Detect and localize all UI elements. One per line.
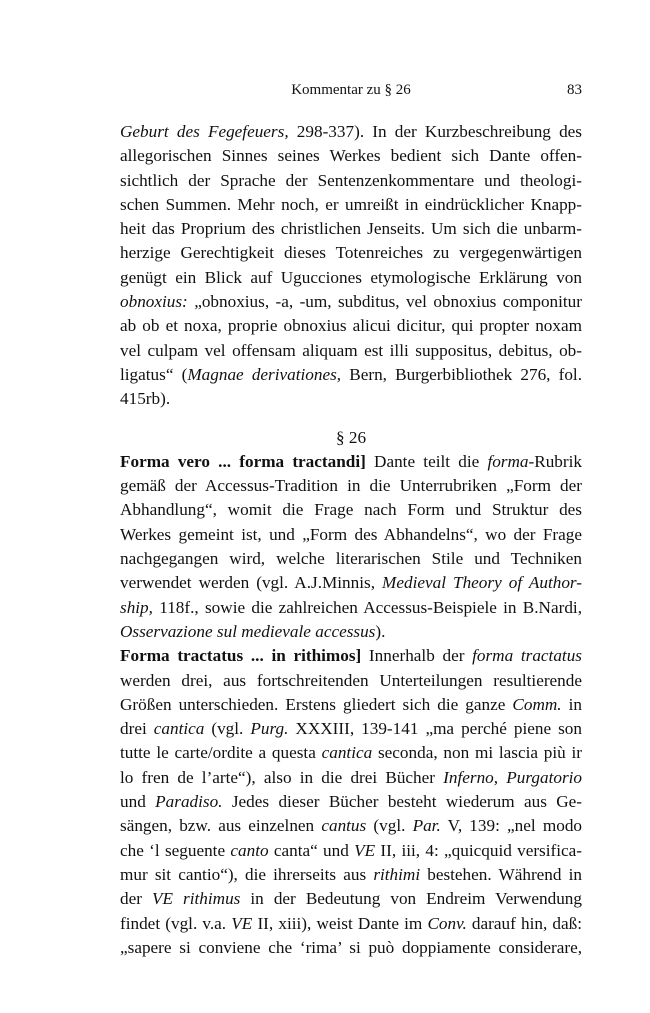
text-line: schen Summen. Mehr noch, er umreißt in eindrücklicher Knapp-: [120, 194, 582, 214]
italic-title: Medieval Theory of Author-: [382, 573, 582, 593]
text-line: [120, 814, 582, 838]
text-run: ligatus“ (: [120, 364, 188, 384]
italic-title: Geburt des Fegefeuers,: [120, 122, 289, 141]
text-line: [120, 596, 582, 620]
text-line: sichtlich der Sprache der Sentenzenkommentare und theologi-: [120, 170, 582, 190]
text-run: in: [561, 694, 582, 714]
text-line: heit das Proprium des christlichen Jenseits. Um sich die unbarm-: [120, 219, 582, 239]
text-run: II, xiii), weist Dante im: [252, 913, 428, 933]
italic-term: forma tractatus: [472, 646, 582, 666]
text-line: 415rb).: [120, 389, 171, 409]
spacer: [120, 412, 582, 426]
text-run: Größen unterschieden. Erstens gliedert sich die ganze: [120, 694, 513, 714]
text-run: mur sit cantio“), die ihrerseits aus: [120, 864, 374, 884]
italic-term: rithimi: [373, 864, 421, 884]
italic-term: cantica: [153, 719, 205, 739]
text-run: bestehen. Während in: [420, 864, 582, 884]
running-title: Kommentar zu § 26: [291, 82, 411, 98]
text-line: [120, 717, 582, 741]
commentary-entry: [120, 644, 582, 960]
text-line: [120, 120, 582, 144]
italic-term: forma: [487, 451, 529, 471]
text-run: ).: [375, 621, 386, 641]
italic-term: Purg.: [250, 719, 289, 739]
text-line: [120, 571, 582, 595]
text-line: [120, 912, 582, 936]
text-line: herzige Gerechtigkeit dieses Totenreiches zu vergegenwärtigen: [120, 243, 582, 263]
text-line: [120, 290, 582, 314]
text-line: ab ob et noxa, proprie obnoxius alicui dicitur, qui propter noxam: [120, 316, 582, 336]
italic-term: Par.: [412, 816, 441, 836]
text-run: (vgl.: [204, 719, 251, 739]
text-line: [120, 790, 582, 814]
italic-term: obnoxius:: [120, 292, 188, 312]
text-line: [120, 620, 582, 644]
text-run: 298-337). In der Kurzbeschreibung des: [288, 122, 582, 141]
text-line: genügt ein Blick auf Ugucciones etymologische Erklärung von: [120, 267, 582, 287]
text-run: 118f., sowie die zahlreichen Accessus-Beispiele in B.Nardi,: [152, 597, 582, 617]
text-line: [120, 863, 582, 887]
text-run: lo fren de l’arte“), also in die drei Bücher: [120, 767, 444, 787]
text-run: (vgl.: [366, 816, 413, 836]
text-line: „sapere si conviene che ‘rima’ si può doppiamente considerare,: [120, 937, 582, 957]
text-run: „obnoxius, -a, -um, subditus, vel obnoxius componitur: [187, 292, 582, 312]
text-line: [120, 741, 582, 765]
text-run: und: [120, 792, 156, 812]
running-header: [120, 82, 582, 104]
text-line: [120, 450, 582, 474]
text-run: canta“ und: [268, 840, 355, 860]
italic-term: Comm.: [512, 694, 562, 714]
italic-term: cantus: [321, 816, 367, 836]
italic-title: ship,: [120, 597, 153, 617]
text-run: seconda, non mi lascia più ir: [372, 743, 582, 763]
text-line: Abhandlung“, womit die Frage nach Form und Struktur des: [120, 500, 582, 520]
italic-term: Conv.: [427, 913, 467, 933]
page-number: 83: [567, 82, 582, 98]
text-run: sängen, bzw. aus einzelnen: [120, 816, 322, 836]
italic-title: Magnae derivationes,: [187, 364, 342, 384]
text-line: [120, 766, 582, 790]
lemma: Forma vero ... forma tractandi]: [120, 451, 366, 471]
commentary-entry: [120, 450, 582, 644]
italic-term: VE: [354, 840, 376, 860]
text-line: werden drei, aus fortschreitenden Unterteilungen resultierende: [120, 670, 582, 690]
text-run: che ‘l seguente: [120, 840, 231, 860]
italic-term: VE rithimus: [152, 889, 241, 909]
text-line: nachgegangen wird, welche literarischen Stile und Techniken: [120, 549, 582, 569]
text-line: Werkes gemeint ist, und „Form des Abhandelns“, wo der Frage: [120, 524, 582, 544]
text-run: XXXIII, 139-141 „ma perché piene son: [288, 719, 582, 739]
italic-term: VE: [231, 913, 253, 933]
text-run: Bern, Burgerbibliothek 276, fol.: [341, 364, 582, 384]
italic-title: Paradiso.: [155, 792, 223, 812]
section-heading: § 26: [335, 427, 367, 447]
italic-title: Inferno, Purgatorio: [443, 767, 582, 787]
text-run: der: [120, 889, 152, 909]
italic-title: Osservazione sul medievale accessus: [120, 621, 376, 641]
text-line: gemäß der Accessus-Tradition in die Unterrubriken „Form der: [120, 476, 582, 496]
text-line: [120, 887, 582, 911]
text-line: [120, 839, 582, 863]
italic-term: cantica: [321, 743, 373, 763]
text-run: V, 139: „nel modo: [440, 816, 582, 836]
lemma: Forma tractatus ... in rithimos]: [120, 646, 362, 666]
text-run: in der Bedeutung von Endreim Verwendung: [240, 889, 582, 909]
page-body: [120, 120, 582, 960]
text-run: Innerhalb der: [361, 646, 473, 666]
text-line: [120, 644, 582, 668]
text-run: Jedes dieser Bücher besteht wiederum aus Ge-: [222, 792, 582, 812]
text-run: Dante teilt die: [365, 451, 488, 471]
text-run: II, iii, 4: „quicquid versifica-: [375, 840, 582, 860]
text-run: tutte le carte/ordite a questa: [120, 743, 322, 763]
text-run: -Rubrik: [528, 451, 582, 471]
text-line: allegorischen Sinnes seines Werkes bedient sich Dante offen-: [120, 146, 582, 166]
text-run: drei: [120, 719, 154, 739]
text-line: [120, 363, 582, 387]
text-line: [120, 693, 582, 717]
text-line: vel culpam vel offensam aliquam est illi suppositus, debitus, ob-: [120, 340, 582, 360]
text-run: findet (vgl. v.a.: [120, 913, 232, 933]
paragraph-continuation: [120, 120, 582, 412]
italic-term: canto: [230, 840, 269, 860]
text-run: verwendet werden (vgl. A.J.Minnis,: [120, 573, 383, 593]
text-run: darauf hin, daß:: [466, 913, 582, 933]
